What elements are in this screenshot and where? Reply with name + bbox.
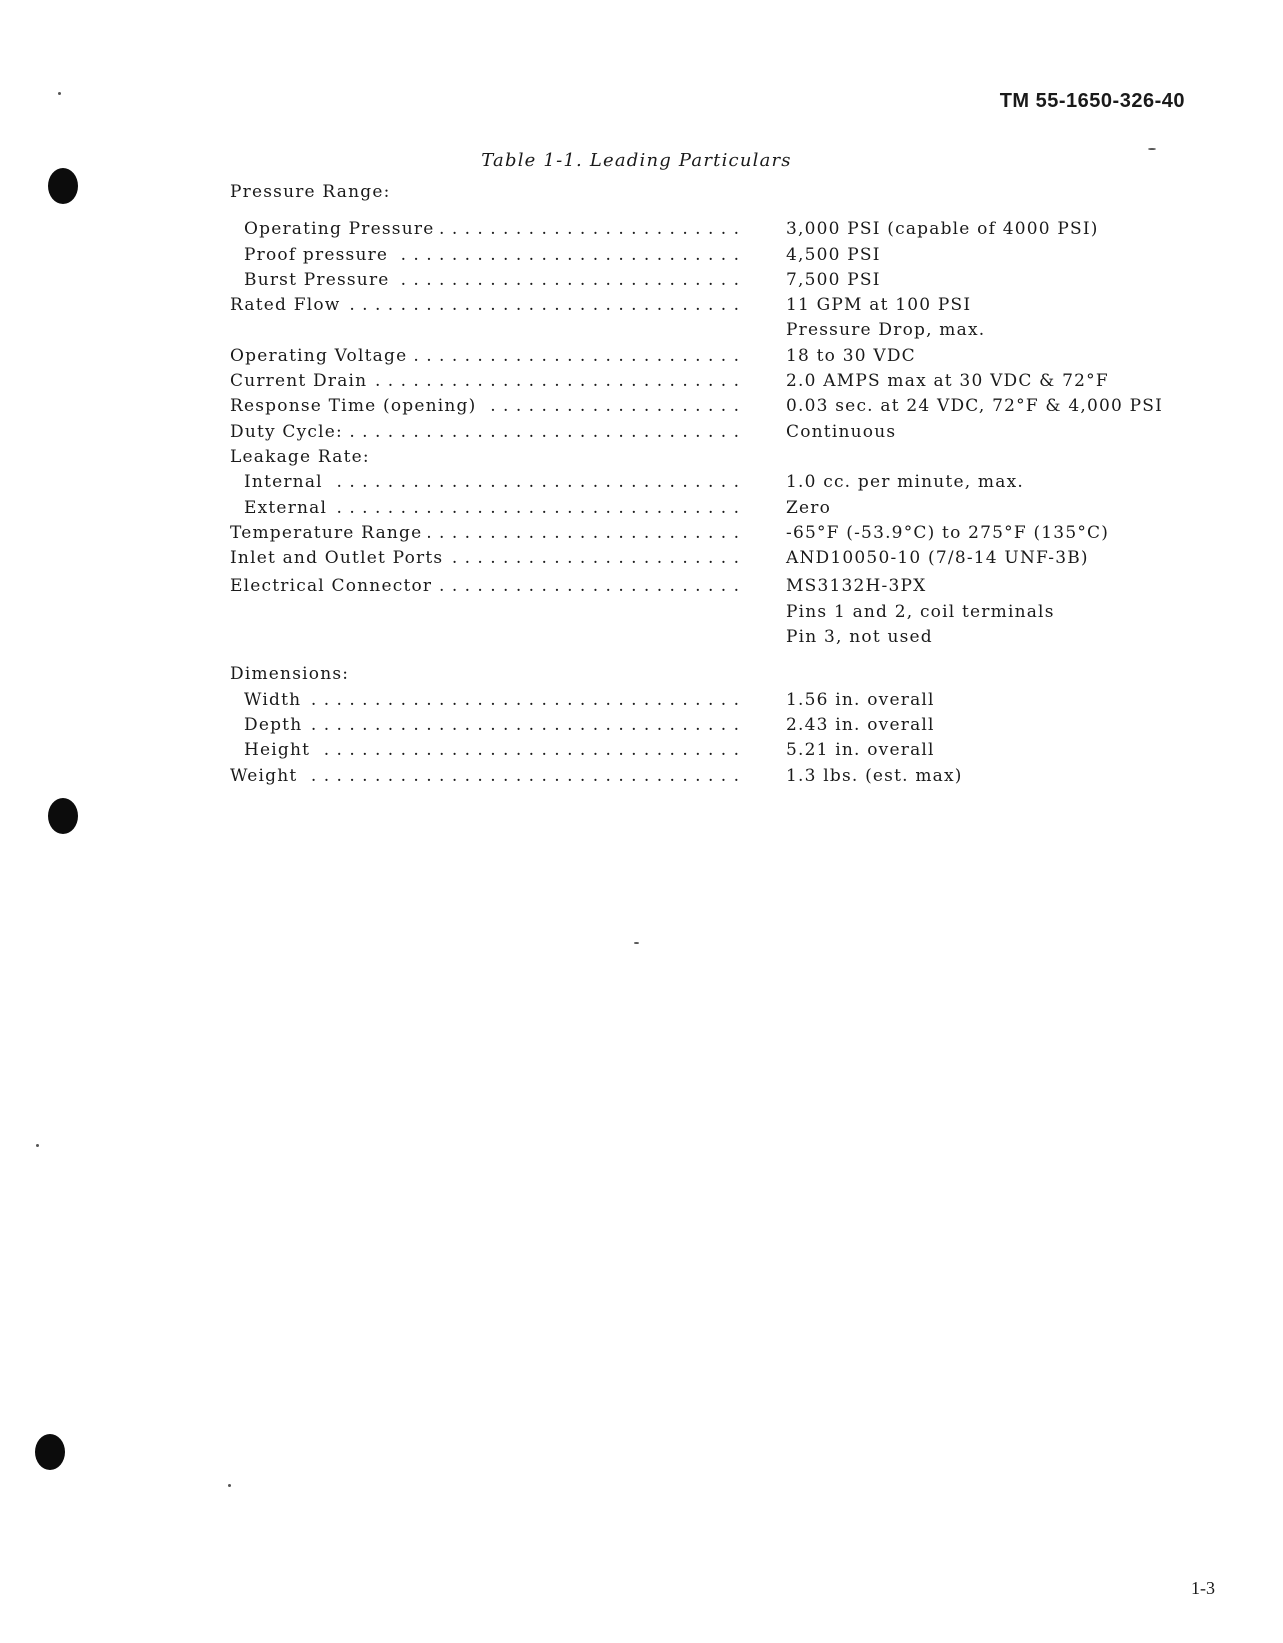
table-row — [230, 369, 1190, 394]
row-label: Electrical Connector . . . — [230, 574, 740, 599]
row-value: 5.21 in. overall — [786, 740, 935, 761]
document-id: TM 55-1650-326-40 — [999, 90, 1185, 112]
row-label: Burst Pressure . . . — [244, 268, 740, 293]
row-label: Height . . . — [244, 738, 740, 763]
table-row — [230, 180, 1190, 205]
table-row — [230, 420, 1190, 445]
row-value: 1.0 cc. per minute, max. — [786, 472, 1024, 493]
binder-hole — [35, 1434, 65, 1470]
row-value: Pin 3, not used — [786, 627, 933, 648]
row-label: Internal . . . — [244, 470, 740, 495]
row-value: 2.43 in. overall — [786, 714, 935, 735]
row-label: Rated Flow . . . — [230, 293, 740, 318]
row-value: 4,500 PSI — [786, 244, 881, 265]
row-value: 3,000 PSI (capable of 4000 PSI) — [786, 219, 1099, 240]
row-label: Depth . . . — [244, 713, 740, 738]
row-label: Leakage Rate: — [230, 445, 740, 470]
row-label: Pressure Range: — [230, 180, 740, 205]
row-label: Width . . . — [244, 688, 740, 713]
scan-speck — [58, 92, 61, 95]
table-row — [230, 318, 1190, 343]
table-row — [230, 546, 1190, 571]
table-row — [230, 600, 1190, 625]
particulars-table — [230, 180, 1190, 789]
table-row — [230, 470, 1190, 495]
scan-speck — [36, 1144, 39, 1147]
row-value: Pressure Drop, max. — [786, 320, 986, 341]
table-row — [230, 217, 1190, 242]
row-value: 1.56 in. overall — [786, 689, 935, 710]
page-number: 1-3 — [1191, 1578, 1215, 1598]
table-row — [230, 713, 1190, 738]
row-label: Duty Cycle: . . . — [230, 420, 740, 445]
row-label: Response Time (opening) . . . — [230, 394, 740, 419]
row-value: 2.0 AMPS max at 30 VDC & 72°F — [786, 371, 1109, 392]
row-value: Zero — [786, 497, 832, 518]
row-label: Proof pressure . . . — [244, 243, 740, 268]
table-row — [230, 738, 1190, 763]
row-label: External . . . — [244, 496, 740, 521]
row-label: Inlet and Outlet Ports . . . — [230, 546, 740, 571]
row-label: Weight . . . — [230, 764, 740, 789]
table-row — [230, 574, 1190, 599]
table-row — [230, 293, 1190, 318]
table-row — [230, 688, 1190, 713]
binder-hole — [48, 798, 78, 834]
scan-speck — [634, 942, 639, 944]
row-label: Dimensions: — [230, 662, 740, 687]
row-value: Continuous — [786, 421, 897, 442]
row-label: Operating Voltage . . . — [230, 344, 740, 369]
row-label: Operating Pressure . . . — [244, 217, 740, 242]
row-value: Pins 1 and 2, coil terminals — [786, 601, 1055, 622]
binder-hole — [48, 168, 78, 204]
row-value: 1.3 lbs. (est. max) — [786, 765, 963, 786]
row-value: -65°F (-53.9°C) to 275°F (135°C) — [786, 522, 1110, 543]
row-value: AND10050-10 (7/8-14 UNF-3B) — [786, 548, 1089, 569]
table-row — [230, 625, 1190, 650]
row-value: 7,500 PSI — [786, 269, 881, 290]
row-value: 0.03 sec. at 24 VDC, 72°F & 4,000 PSI — [786, 396, 1164, 417]
table-row — [230, 344, 1190, 369]
scan-speck — [228, 1484, 231, 1487]
table-caption: Table 1-1. Leading Particulars — [481, 150, 792, 171]
table-row — [230, 445, 1190, 470]
row-value: 18 to 30 VDC — [786, 345, 916, 366]
table-row — [230, 764, 1190, 789]
table-row — [230, 662, 1190, 687]
row-value: 11 GPM at 100 PSI — [786, 295, 972, 316]
table-row — [230, 394, 1190, 419]
row-label: Current Drain . . . — [230, 369, 740, 394]
table-row — [230, 521, 1190, 546]
row-label: Temperature Range . . . — [230, 521, 740, 546]
row-value: MS3132H-3PX — [786, 576, 927, 597]
table-row — [230, 268, 1190, 293]
table-row — [230, 496, 1190, 521]
table-row — [230, 243, 1190, 268]
